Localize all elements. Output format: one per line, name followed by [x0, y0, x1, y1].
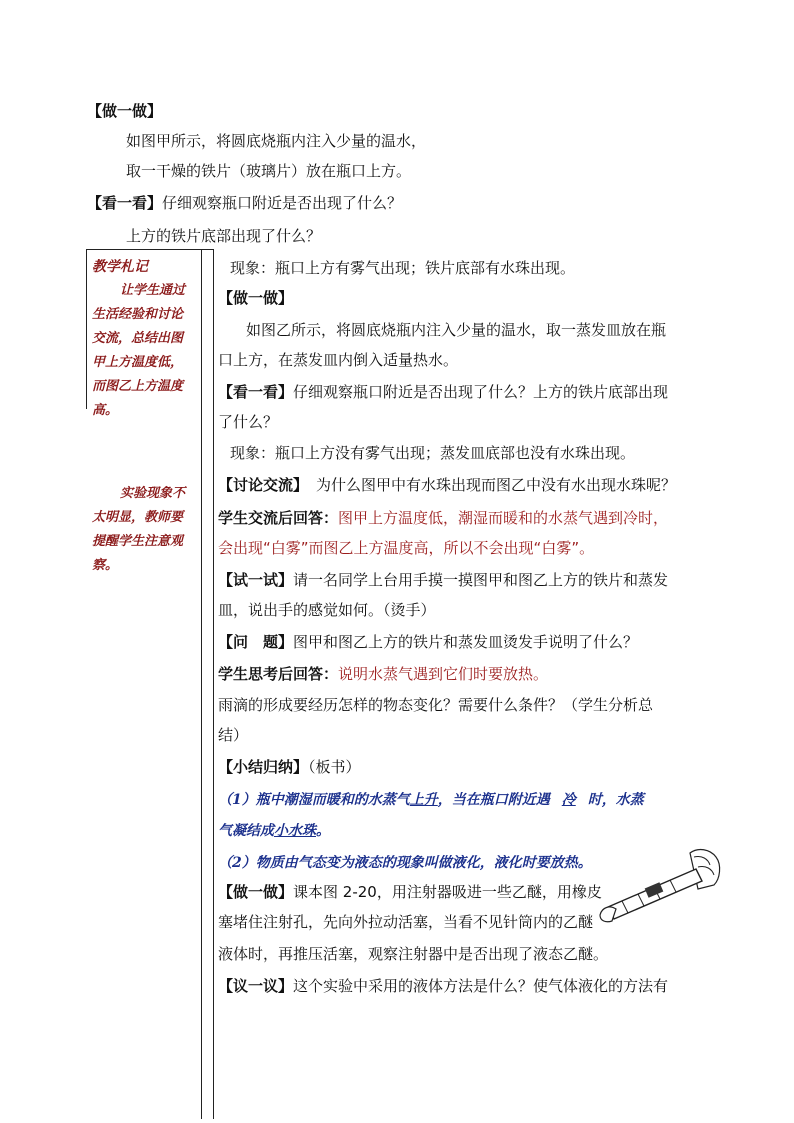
section-tag-try: 【试一试】: [218, 571, 294, 589]
sidebar-note: 实验现象不太明显，教师要提醒学生注意观察。: [92, 486, 186, 573]
paragraph: 结）: [218, 726, 249, 744]
question-row: [218, 632, 638, 652]
discussion-row: [218, 475, 676, 495]
look-row: [218, 382, 668, 402]
summary-text: 。: [316, 823, 330, 839]
discuss2-text: 这个实验中采用的液体方法是什么？使气体液化的方法有: [293, 977, 669, 995]
summary-point-2: （2）物质由气态变为液态的现象叫做液化，液化时要放热。: [218, 855, 592, 871]
paragraph: 上方的铁片底部出现了什么？: [126, 227, 322, 245]
column-divider-inner: [213, 249, 214, 1119]
paragraph: 如图甲所示，将圆底烧瓶内注入少量的温水，: [126, 132, 427, 150]
paragraph: 液体时，再推压活塞，观察注射器中是否出现了液态乙醚。: [218, 945, 609, 963]
paragraph: 皿，说出手的感觉如何。（烫手）: [218, 601, 436, 619]
blank-answer: 上升: [409, 792, 438, 808]
summary-row: [218, 757, 361, 777]
summary-point-1-cont: [218, 821, 330, 841]
question-text: 图甲和图乙上方的铁片和蒸发皿烫发手说明了什么？: [293, 633, 639, 651]
paragraph: 雨滴的形成要经历怎样的物态变化？需要什么条件？（学生分析总: [218, 696, 654, 714]
summary-text: （1）瓶中潮湿而暖和的水蒸气: [218, 792, 410, 808]
summary-text: 时，水蒸: [587, 792, 644, 808]
summary-text: ，当在瓶口附近遇: [437, 792, 550, 808]
discuss2-row: [218, 976, 668, 996]
try-row: [218, 570, 668, 590]
discussion-text: 为什么图甲中有水珠出现而图乙中没有水出现水珠呢？: [316, 476, 677, 494]
answer-label: 学生交流后回答：: [218, 509, 339, 527]
try-text: 请一名同学上台用手摸一摸图甲和图乙上方的铁片和蒸发: [293, 571, 669, 589]
answer-text: 说明水蒸气遇到它们时要放热。: [338, 665, 549, 683]
summary-text: （板书）: [308, 758, 361, 776]
column-divider: [201, 249, 202, 1119]
phenomenon-2: 现象：瓶口上方没有雾气出现；蒸发皿底部也没有水珠出现。: [230, 444, 636, 462]
paragraph: 口上方，在蒸发皿内倒入适量热水。: [218, 351, 459, 369]
answer-row: [218, 664, 548, 684]
summary-text: 气凝结成: [218, 823, 274, 839]
do3-text: 课本图 2-20，用注射器吸进一些乙醚，用橡皮: [293, 883, 602, 901]
table-top-border: [86, 249, 214, 250]
section-tag-discuss: 【议一议】: [218, 977, 294, 995]
answer-label: 学生思考后回答：: [218, 665, 339, 683]
section-heading-do: 【做一做】: [218, 883, 294, 901]
look-text: 仔细观察瓶口附近是否出现了什么？上方的铁片底部出现: [293, 383, 669, 401]
section-tag-summary: 【小结归纳】: [218, 758, 309, 776]
section-tag-look: 【看一看】: [87, 194, 163, 212]
phenomenon-1: 现象：瓶口上方有雾气出现；铁片底部有水珠出现。: [230, 259, 576, 277]
table-left-border: [86, 249, 87, 409]
sidebar-title: 教学札记: [92, 259, 148, 275]
do3-row: [218, 882, 602, 902]
blank-answer: 小水珠: [274, 823, 316, 839]
paragraph: 如图乙所示，将圆底烧瓶内注入少量的温水，取一蒸发皿放在瓶: [246, 321, 667, 339]
blank-answer: 冷: [561, 792, 576, 808]
summary-point-1: [218, 790, 644, 810]
look-row: [87, 193, 402, 213]
section-tag-discussion: 【讨论交流】: [218, 476, 309, 494]
answer-text: 图甲上方温度低，潮湿而暖和的水蒸气遇到冷时，: [338, 509, 669, 527]
paragraph: 了什么？: [218, 413, 279, 431]
syringe-illustration: [598, 845, 728, 925]
section-heading-do: 【做一做】: [218, 289, 294, 307]
answer-row: [218, 508, 668, 528]
paragraph: 塞堵住注射孔，先向外拉动活塞，当看不见针筒内的乙醚: [218, 913, 594, 931]
sidebar-note: 让学生通过生活经验和讨论交流，总结出图甲上方温度低，而图乙上方温度高。: [92, 283, 186, 418]
section-heading-do: 【做一做】: [87, 102, 163, 120]
section-tag-question: 【问 题】: [218, 633, 294, 651]
paragraph: 取一干燥的铁片（玻璃片）放在瓶口上方。: [126, 162, 412, 180]
look-text: 仔细观察瓶口附近是否出现了什么？: [162, 194, 403, 212]
section-tag-look: 【看一看】: [218, 383, 294, 401]
answer-text: 会出现“白雾”而图乙上方温度高，所以不会出现“白雾”。: [218, 539, 595, 557]
